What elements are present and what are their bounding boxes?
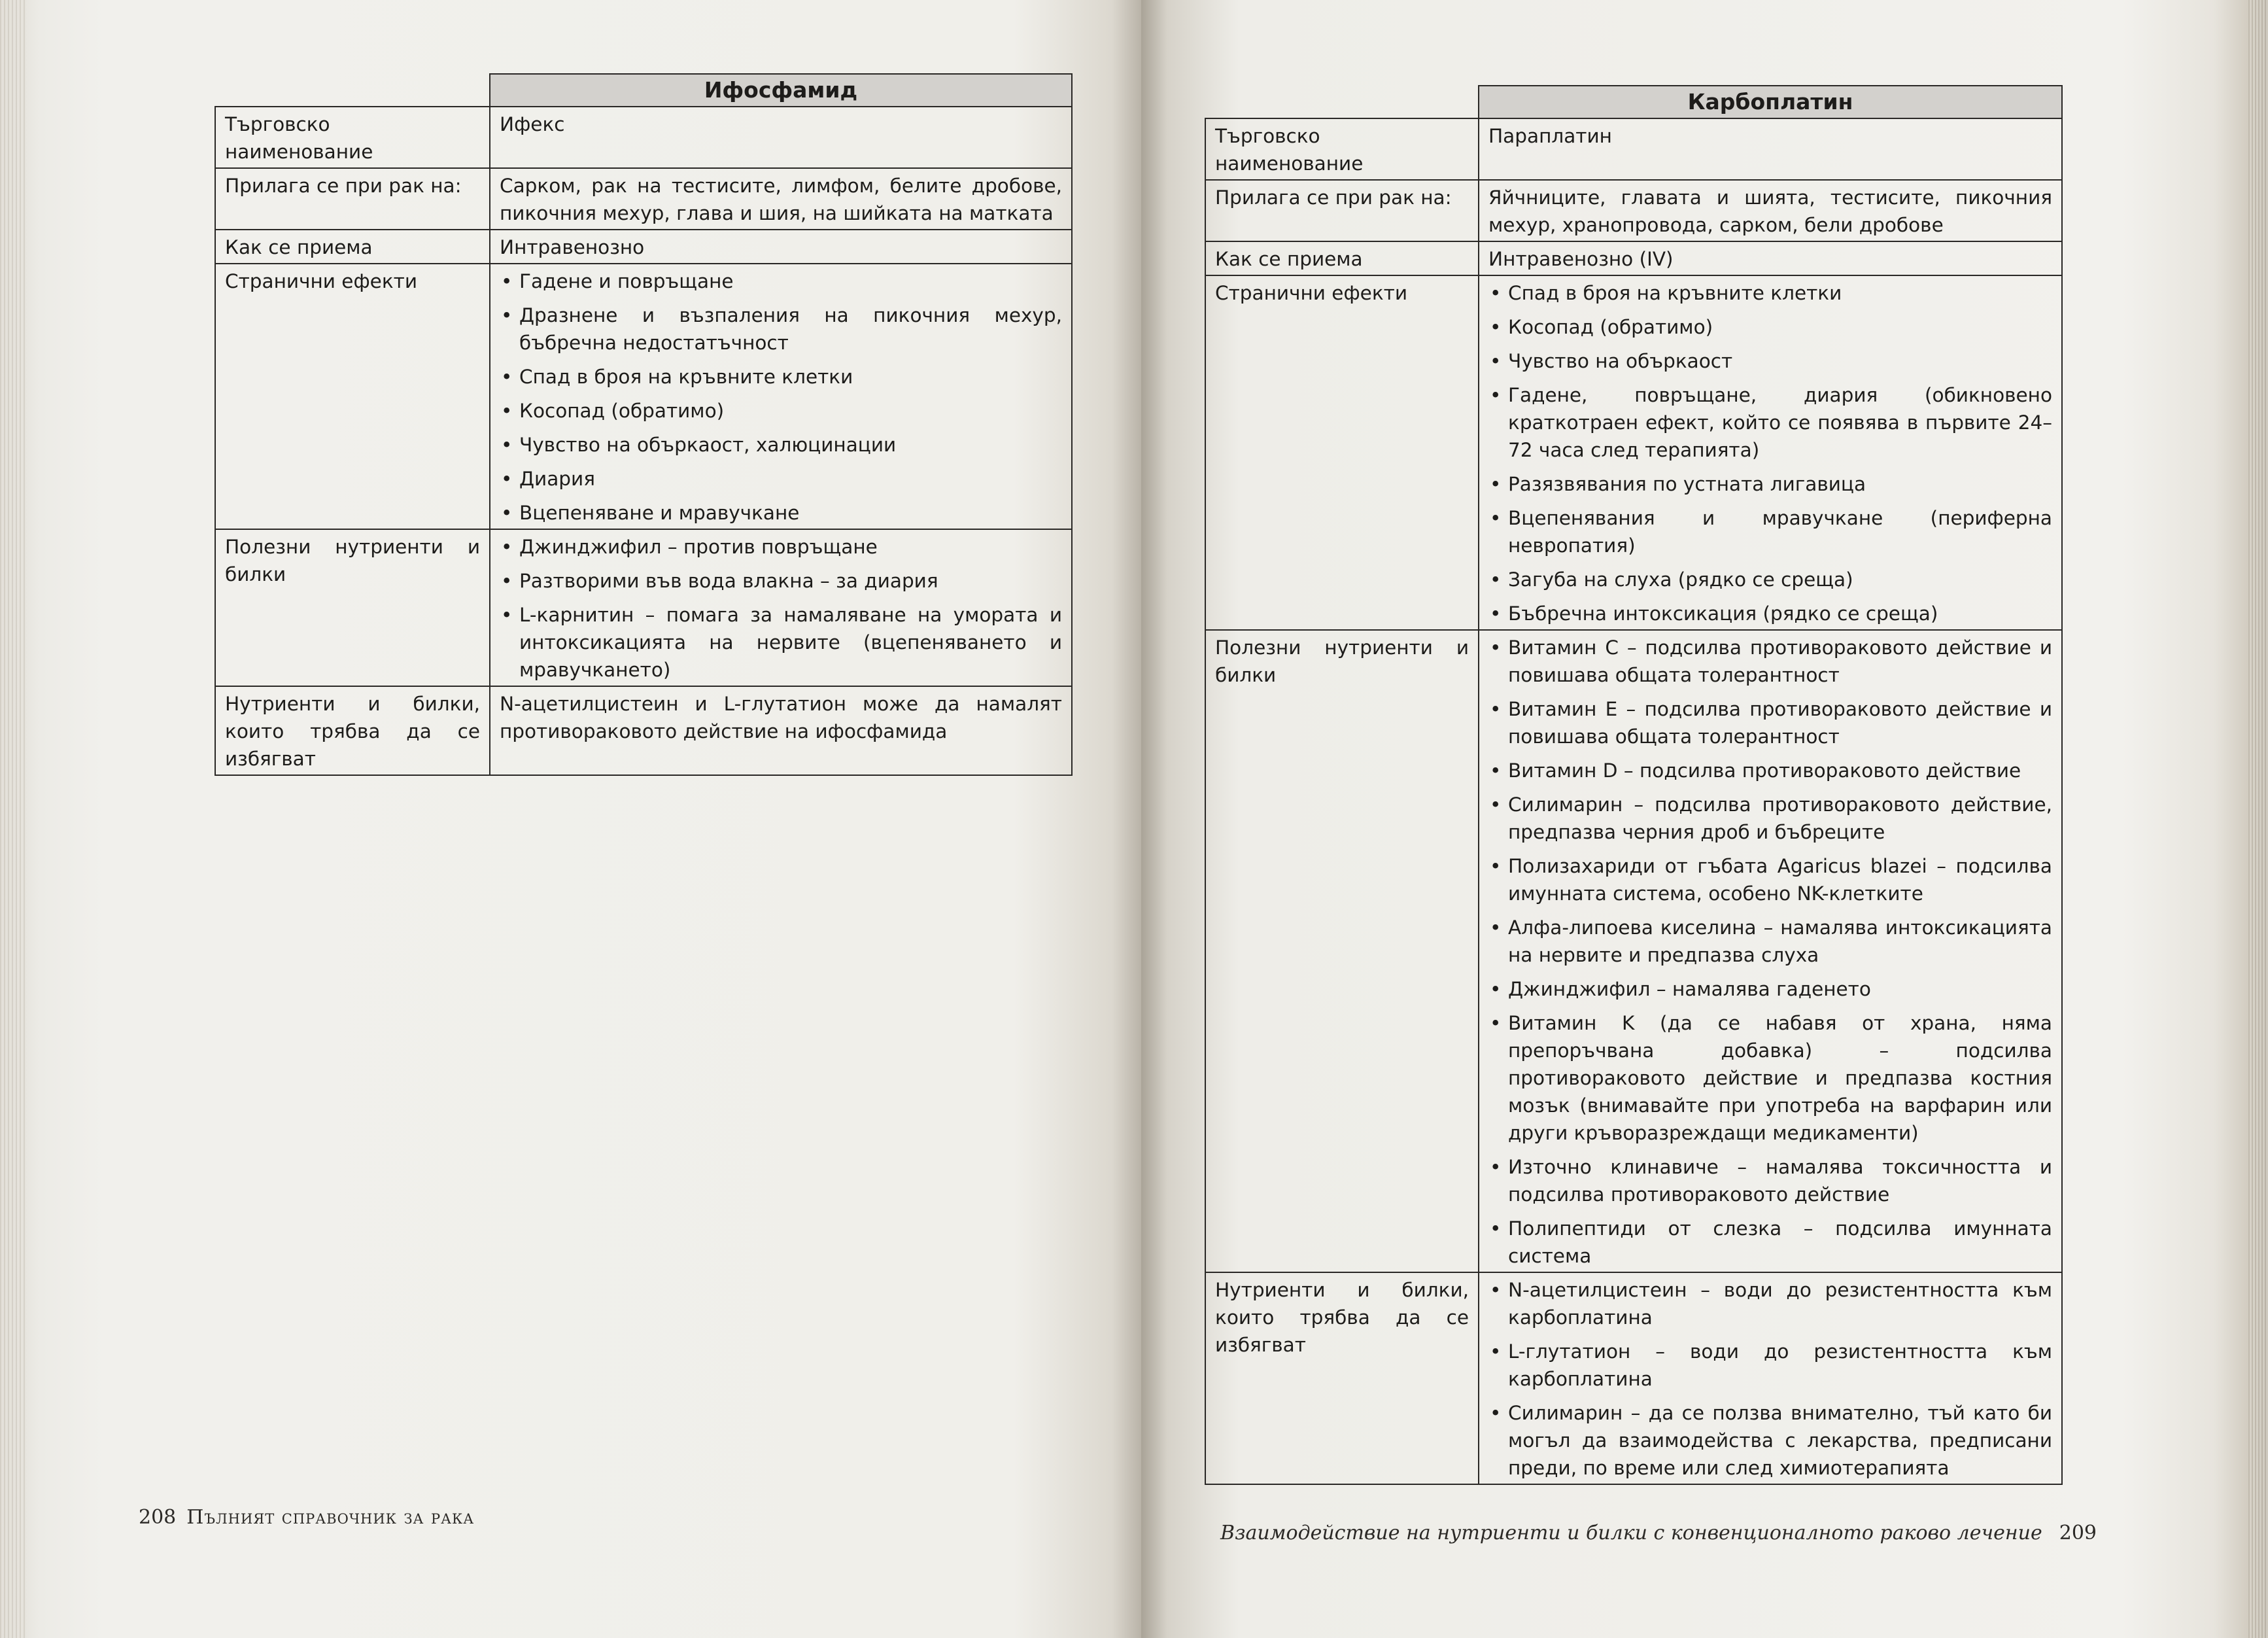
list-item: • Джинджифил – намалява гаденето	[1488, 975, 2052, 1003]
bullet-list	[1488, 1276, 2052, 1482]
table-row	[1205, 1272, 2062, 1484]
bullet-list	[500, 268, 1062, 527]
list-item: • Спад в броя на кръвните клетки	[1488, 279, 2052, 307]
list-item: • Джинджифил – против повръщане	[500, 533, 1062, 561]
row-value: N-ацетилцистеин и L-глутатион може да намалят противораковото действие на ифосфамида	[490, 686, 1072, 775]
running-head: Взаимодействие на нутриенти и билки с конвенционалното раково лечение	[1220, 1522, 2042, 1544]
row-value	[1479, 630, 2062, 1272]
row-label: Странични ефекти	[1205, 275, 1479, 630]
list-item: • Чувство на объркаост	[1488, 347, 2052, 375]
running-head: Пълният справочник за рака	[186, 1506, 475, 1529]
list-item: • Гадене, повръщане, диария (обикновено краткотраен ефект, който се появява в първите 24–72 часа след терапията)	[1488, 381, 2052, 464]
row-value	[1479, 275, 2062, 630]
bullet-list	[1488, 279, 2052, 627]
list-item: • Бъбречна интоксикация (рядко се среща)	[1488, 600, 2052, 627]
row-label: Прилага се при рак на:	[1205, 180, 1479, 241]
row-value	[490, 529, 1072, 686]
list-item: • L-глутатион – води до резистентността към карбоплатина	[1488, 1338, 2052, 1393]
list-item: • Косопад (обратимо)	[1488, 313, 2052, 341]
list-item: • Загуба на слуха (рядко се среща)	[1488, 566, 2052, 593]
list-item: • Чувство на объркаост, халюцинации	[500, 431, 1062, 459]
row-value	[490, 264, 1072, 529]
row-value: Сарком, рак на тестисите, лимфом, белите дробове, пикочния мехур, глава и шия, на шийката на матката	[490, 168, 1072, 230]
row-value: Интравенозно (IV)	[1479, 241, 2062, 275]
ifosfamide-table	[215, 73, 1073, 776]
list-item: • Витамин E – подсилва противораковото действие и повишава общата толерантност	[1488, 695, 2052, 750]
row-value: Интравенозно	[490, 230, 1072, 264]
bullet-list	[500, 533, 1062, 684]
row-label: Полезни нутриенти и билки	[1205, 630, 1479, 1272]
list-item: • Гадене и повръщане	[500, 268, 1062, 295]
list-item: • Витамин K (да се набавя от храна, няма препоръчвана добавка) – подсилва противораковото действие и предпазва костния мозък (внимавайте при употреба на варфарин или други кръворазреждащи медикаменти)	[1488, 1009, 2052, 1147]
list-item: • Вцепеняване и мравучкане	[500, 499, 1062, 527]
table-row	[1205, 630, 2062, 1272]
list-item: • Косопад (обратимо)	[500, 397, 1062, 425]
row-label: Търговско наименование	[1205, 118, 1479, 180]
table-row	[215, 107, 1072, 168]
right-page	[1141, 0, 2268, 1638]
row-label: Как се приема	[1205, 241, 1479, 275]
carboplatin-table	[1205, 85, 2063, 1485]
row-value: Яйчниците, главата и шията, тестисите, пикочния мехур, хранопровода, сарком, бели дробове	[1479, 180, 2062, 241]
list-item: • Разязвявания по устната лигавица	[1488, 470, 2052, 498]
list-item: • Силимарин – да се ползва внимателно, тъй като би могъл да взаимодейства с лекарства, предписани преди, по време или след химиотерапията	[1488, 1399, 2052, 1482]
page-number: 209	[2059, 1522, 2097, 1544]
list-item: • Дразнене и възпаления на пикочния мехур, бъбречна недостатъчност	[500, 302, 1062, 357]
list-item: • Витамин D – подсилва противораковото действие	[1488, 757, 2052, 784]
row-label: Нутриенти и билки, които трябва да се избягват	[215, 686, 490, 775]
list-item: • Полипептиди от слезка – подсилва имунната система	[1488, 1215, 2052, 1270]
table-row	[1205, 180, 2062, 241]
list-item: • L-карнитин – помага за намаляване на умората и интоксикацията на нервите (вцепеняването и мравучкането)	[500, 601, 1062, 684]
list-item: • Вцепенявания и мравучкане (периферна невропатия)	[1488, 504, 2052, 559]
list-item: • Витамин C – подсилва противораковото действие и повишава общата толерантност	[1488, 634, 2052, 689]
list-item: • Полизахариди от гъбата Agaricus blazei – подсилва имунната система, особено NK-клетките	[1488, 852, 2052, 907]
list-item: • Разтворими във вода влакна – за диария	[500, 567, 1062, 595]
table-row	[1205, 241, 2062, 275]
drug-title: Карбоплатин	[1479, 86, 2062, 118]
list-item: • Силимарин – подсилва противораковото действие, предпазва черния дроб и бъбреците	[1488, 791, 2052, 846]
page-footer	[1220, 1522, 2097, 1544]
row-value: Параплатин	[1479, 118, 2062, 180]
page-footer	[139, 1506, 474, 1529]
table-row	[215, 230, 1072, 264]
page-number: 208	[139, 1506, 177, 1529]
list-item: • N-ацетилцистеин – води до резистентността към карбоплатина	[1488, 1276, 2052, 1331]
list-item: • Диария	[500, 465, 1062, 493]
table-row	[1205, 275, 2062, 630]
table-row	[215, 686, 1072, 775]
row-label: Как се приема	[215, 230, 490, 264]
row-label: Нутриенти и билки, които трябва да се избягват	[1205, 1272, 1479, 1484]
row-value: Ифекс	[490, 107, 1072, 168]
drug-title: Ифосфамид	[490, 74, 1072, 107]
table-row	[215, 529, 1072, 686]
table-row	[215, 264, 1072, 529]
page-edge	[0, 0, 26, 1638]
table-row	[1205, 118, 2062, 180]
table-corner-blank	[1205, 86, 1479, 118]
bullet-list	[1488, 634, 2052, 1270]
table-corner-blank	[215, 74, 490, 107]
list-item: • Източно клинавиче – намалява токсичността и подсилва противораковото действие	[1488, 1153, 2052, 1208]
table-row	[215, 168, 1072, 230]
row-label: Полезни нутриенти и билки	[215, 529, 490, 686]
list-item: • Алфа-липоева киселина – намалява интоксикацията на нервите и предпазва слуха	[1488, 914, 2052, 969]
page-edge	[2248, 0, 2268, 1638]
row-value	[1479, 1272, 2062, 1484]
list-item: • Спад в броя на кръвните клетки	[500, 363, 1062, 391]
row-label: Прилага се при рак на:	[215, 168, 490, 230]
row-label: Търговско наименование	[215, 107, 490, 168]
row-label: Странични ефекти	[215, 264, 490, 529]
